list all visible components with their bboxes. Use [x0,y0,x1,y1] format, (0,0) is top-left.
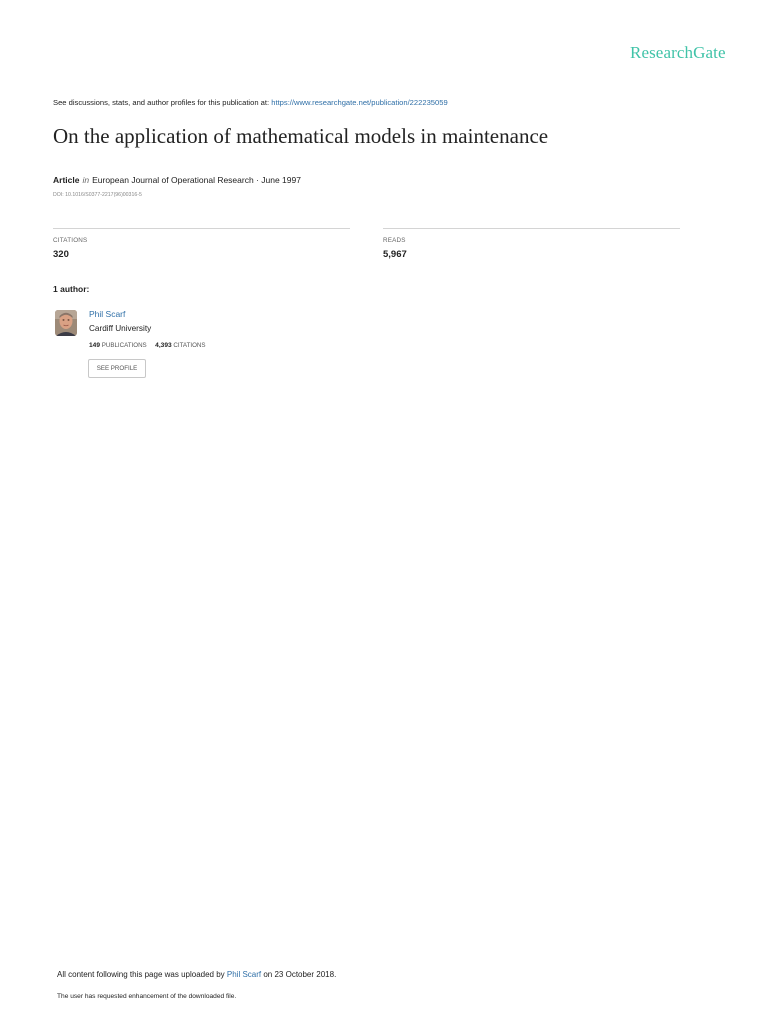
publication-link[interactable]: https://www.researchgate.net/publication/222235059 [271,98,448,107]
author-publications-label: PUBLICATIONS [101,342,147,349]
citations-label: CITATIONS [53,237,88,244]
upload-prefix: All content following this page was uploaded by [57,970,227,979]
article-type: Article [53,175,80,185]
see-profile-button[interactable]: SEE PROFILE [88,359,146,378]
article-meta [53,175,301,185]
author-photo [55,310,77,336]
journal-info: European Journal of Operational Research · June 1997 [92,175,301,185]
divider-reads [383,228,680,229]
upload-suffix: on 23 October 2018. [261,970,337,979]
reads-value: 5,967 [383,249,407,260]
author-avatar[interactable] [55,310,77,336]
enhancement-note: The user has requested enhancement of the downloaded file. [57,993,237,1000]
page-title: On the application of mathematical models in maintenance [53,124,549,148]
author-stats [89,342,206,349]
doi: DOI: 10.1016/S0377-2217(96)00316-5 [53,192,142,198]
uploader-link[interactable]: Phil Scarf [226,970,262,979]
divider-citations [53,228,350,229]
upload-note [57,970,336,979]
citations-value: 320 [53,249,69,260]
authors-header: 1 author: [53,284,90,294]
discussion-note [53,98,448,107]
author-publications-count: 149 [89,342,101,349]
author-citations-count: 4,393 [155,342,172,349]
discussion-text: See discussions, stats, and author profiles for this publication at: [53,98,272,107]
author-name-link[interactable]: Phil Scarf [89,309,126,319]
author-citations-label: CITATIONS [173,342,206,349]
reads-label: READS [383,237,406,244]
researchgate-logo[interactable]: ResearchGate [630,43,726,62]
author-institution: Cardiff University [89,324,152,333]
in-label: in [82,175,90,185]
